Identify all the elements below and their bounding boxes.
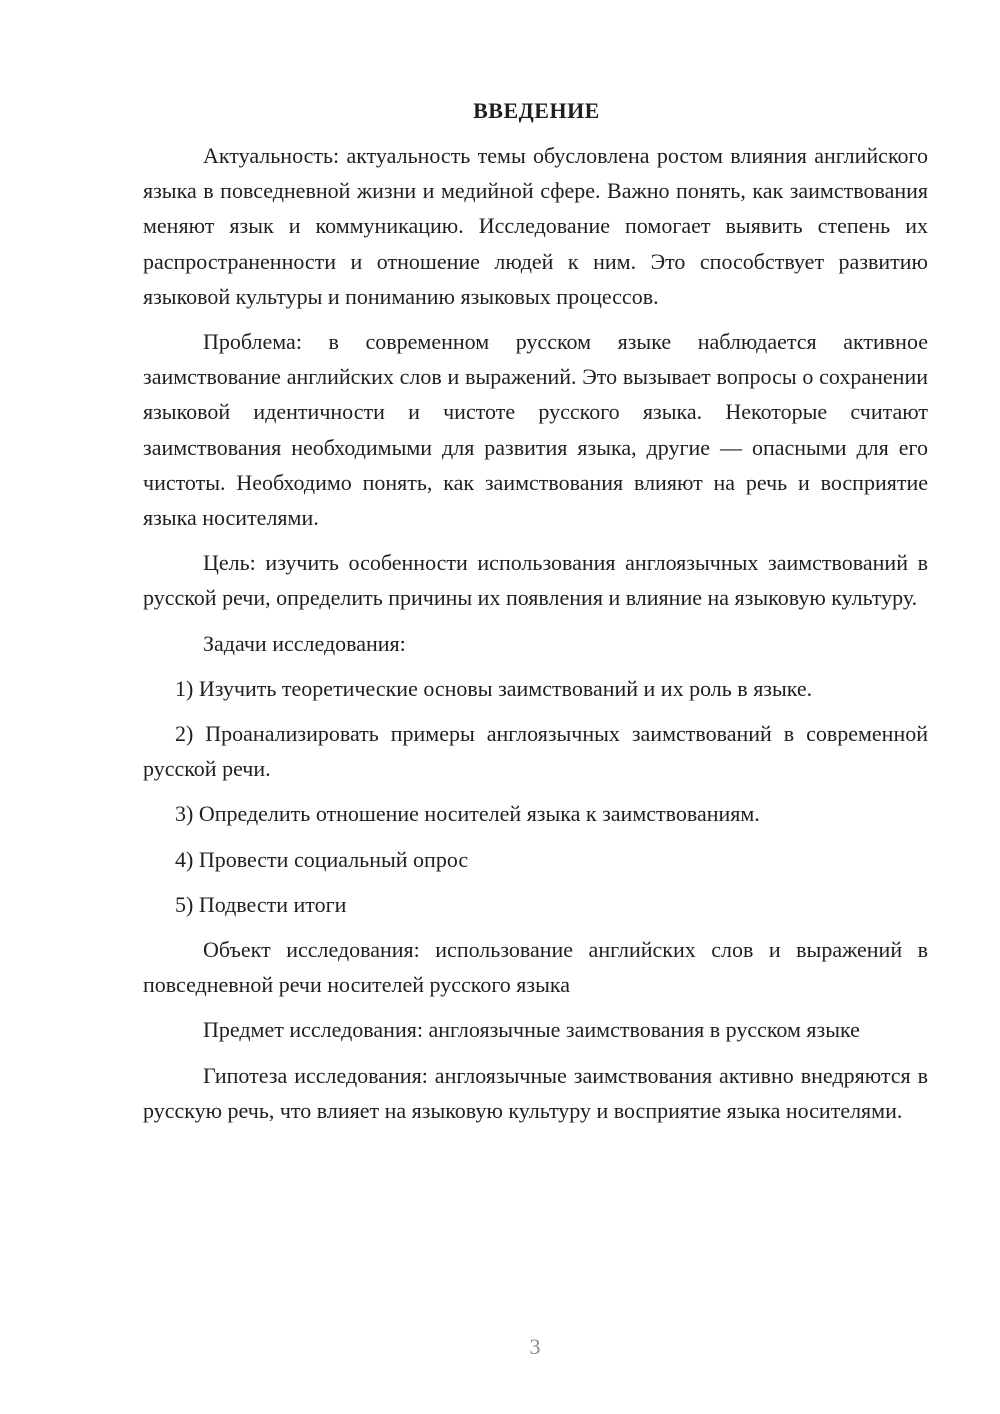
paragraph-relevance: Актуальность: актуальность темы обусловлена ростом влияния английского языка в повседневной жизни и медийной сфере. Важно понять, как заимствования меняют язык и коммуникацию. Исследование помогает выявить степень их распространенности и отношение людей к ним. Это способствует развитию языковой культуры и пониманию языковых процессов. bbox=[143, 143, 928, 309]
task-item-5: 5) Подвести итоги bbox=[175, 891, 347, 917]
paragraph-hypothesis: Гипотеза исследования: англоязычные заимствования активно внедряются в русскую речь, что влияет на языковую культуру и восприятие языка носителями. bbox=[143, 1062, 928, 1123]
paragraph-goal: Цель: изучить особенности использования англоязычных заимствований в русской речи, определить причины их появления и влияние на языковую культуру. bbox=[143, 550, 928, 611]
task-item-1: 1) Изучить теоретические основы заимствований и их роль в языке. bbox=[175, 675, 813, 701]
page-content bbox=[143, 96, 928, 1138]
task-item-2: 2) Проанализировать примеры англоязычных заимствований в современной русской речи. bbox=[143, 721, 928, 782]
task-item-3: 3) Определить отношение носителей языка к заимствованиям. bbox=[175, 801, 760, 827]
paragraph-subject: Предмет исследования: англоязычные заимствования в русском языке bbox=[203, 1017, 860, 1043]
section-title: ВВЕДЕНИЕ bbox=[473, 98, 600, 123]
tasks-heading: Задачи исследования: bbox=[203, 630, 406, 656]
paragraph-problem: Проблема: в современном русском языке наблюдается активное заимствование английских слов и выражений. Это вызывает вопросы о сохранении языковой идентичности и чистоте русского языка. Некоторые считают заимствования необходимыми для развития языка, другие — опасными для его чистоты. Необходимо понять, как заимствования влияют на речь и восприятие языка носителями. bbox=[143, 329, 928, 531]
task-item-4: 4) Провести социальный опрос bbox=[175, 846, 469, 872]
page-number: 3 bbox=[529, 1334, 541, 1359]
paragraph-object: Объект исследования: использование английских слов и выражений в повседневной речи носителей русского языка bbox=[143, 937, 928, 998]
